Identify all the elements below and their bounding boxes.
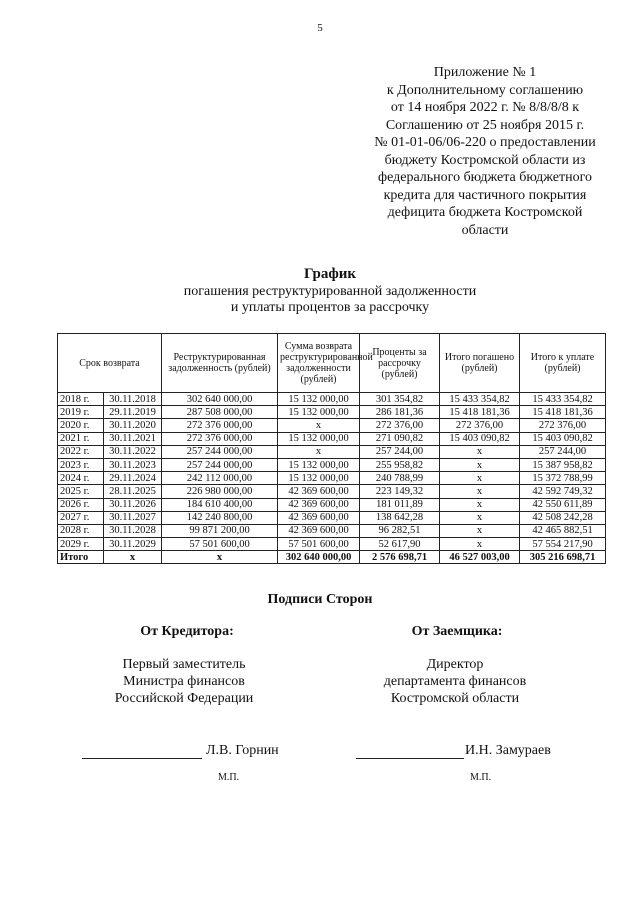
table-row — [58, 419, 606, 432]
cell-repayment: 15 132 000,00 — [278, 472, 360, 485]
annex-line: № 01-01-06/06-220 о предоставлении — [374, 135, 596, 150]
cell-date: 30.11.2026 — [104, 498, 162, 511]
page-number: 5 — [317, 22, 323, 34]
cell-date: 29.11.2019 — [104, 406, 162, 419]
cell-interest: 96 282,51 — [360, 524, 440, 537]
cell-interest: 272 376,00 — [360, 419, 440, 432]
cell-interest: 138 642,28 — [360, 511, 440, 524]
annex-line: федерального бюджета бюджетного — [378, 170, 592, 185]
cell-debt: 226 980 000,00 — [162, 485, 278, 498]
cell-debt: 257 244 000,00 — [162, 445, 278, 458]
cell-year: 2028 г. — [58, 524, 104, 537]
cell-repayment: 42 369 600,00 — [278, 524, 360, 537]
cell-due: 15 403 090,82 — [520, 432, 606, 445]
cell-interest: 223 149,32 — [360, 485, 440, 498]
cell-due: 15 433 354,82 — [520, 393, 606, 406]
table-row — [58, 498, 606, 511]
table-row — [58, 472, 606, 485]
total-paid: 46 527 003,00 — [440, 551, 520, 564]
cell-due: 42 508 242,28 — [520, 511, 606, 524]
cell-paid: x — [440, 498, 520, 511]
cell-debt: 272 376 000,00 — [162, 432, 278, 445]
creditor-seal-mark: М.П. — [218, 772, 240, 783]
table-total-row — [58, 551, 606, 564]
cell-paid: 15 418 181,36 — [440, 406, 520, 419]
borrower-heading: От Заемщика: — [411, 624, 503, 639]
cell-repayment: x — [278, 445, 360, 458]
cell-interest: 255 958,82 — [360, 458, 440, 471]
table-row — [58, 445, 606, 458]
signatures-heading: Подписи Сторон — [267, 592, 373, 607]
creditor-signatory-name: Л.В. Горнин — [206, 743, 279, 758]
creditor-heading: От Кредитора: — [140, 624, 234, 639]
cell-paid: x — [440, 445, 520, 458]
schedule-subtitle-line: и уплаты процентов за рассрочку — [230, 300, 430, 315]
annex-line: области — [461, 222, 509, 238]
cell-interest: 181 011,89 — [360, 498, 440, 511]
cell-paid: 15 433 354,82 — [440, 393, 520, 406]
cell-debt: 242 112 000,00 — [162, 472, 278, 485]
table-row — [58, 393, 606, 406]
creditor-position — [54, 656, 314, 707]
cell-due: 15 418 181,36 — [520, 406, 606, 419]
cell-debt: 272 376 000,00 — [162, 419, 278, 432]
cell-paid: 272 376,00 — [440, 419, 520, 432]
header-interest: Проценты за рассрочку (рублей) — [360, 334, 440, 393]
total-label: Итого — [58, 551, 104, 564]
cell-repayment: 42 369 600,00 — [278, 511, 360, 524]
borrower-signature-line — [356, 758, 464, 759]
cell-date: 30.11.2028 — [104, 524, 162, 537]
cell-year: 2026 г. — [58, 498, 104, 511]
table-row — [58, 432, 606, 445]
total-debt: x — [162, 551, 278, 564]
cell-date: 30.11.2029 — [104, 538, 162, 551]
creditor-position-line: Министра финансов — [123, 674, 245, 689]
cell-year: 2029 г. — [58, 538, 104, 551]
cell-repayment: 15 132 000,00 — [278, 432, 360, 445]
annex-line: кредита для частичного покрытия — [383, 187, 587, 203]
cell-year: 2020 г. — [58, 419, 104, 432]
cell-debt: 57 501 600,00 — [162, 538, 278, 551]
cell-interest: 271 090,82 — [360, 432, 440, 445]
cell-repayment: 15 132 000,00 — [278, 458, 360, 471]
annex-line: от 14 ноября 2022 г. № 8/8/8/8 к — [390, 100, 580, 115]
cell-due: 15 372 788,99 — [520, 472, 606, 485]
cell-date: 30.11.2018 — [104, 393, 162, 406]
cell-date: 28.11.2025 — [104, 485, 162, 498]
borrower-seal-mark: М.П. — [470, 772, 492, 783]
annex-line: бюджету Костромской области из — [384, 152, 586, 168]
cell-year: 2023 г. — [58, 458, 104, 471]
total-interest: 2 576 698,71 — [360, 551, 440, 564]
annex-line: к Дополнительному соглашению — [386, 82, 584, 98]
creditor-signature-line — [82, 758, 202, 759]
borrower-position — [325, 656, 585, 707]
cell-interest: 240 788,99 — [360, 472, 440, 485]
schedule-subtitle — [0, 284, 640, 316]
borrower-position-line: департамента финансов — [383, 674, 527, 689]
header-term: Срок возврата — [58, 334, 162, 393]
cell-repayment: 15 132 000,00 — [278, 406, 360, 419]
cell-repayment: 57 501 600,00 — [278, 538, 360, 551]
cell-due: 257 244,00 — [520, 445, 606, 458]
cell-year: 2019 г. — [58, 406, 104, 419]
schedule-title: График — [303, 266, 357, 282]
table-row — [58, 458, 606, 471]
cell-year: 2018 г. — [58, 393, 104, 406]
annex-line: дефицита бюджета Костромской — [387, 205, 583, 220]
header-repayment: Сумма возврата реструктурированной задолженности (рублей) — [278, 334, 360, 393]
cell-paid: x — [440, 524, 520, 537]
cell-debt: 287 508 000,00 — [162, 406, 278, 419]
cell-paid: x — [440, 511, 520, 524]
cell-year: 2025 г. — [58, 485, 104, 498]
cell-due: 42 550 611,89 — [520, 498, 606, 511]
cell-interest: 286 181,36 — [360, 406, 440, 419]
cell-due: 272 376,00 — [520, 419, 606, 432]
table-header-row — [58, 334, 606, 393]
cell-date: 30.11.2027 — [104, 511, 162, 524]
cell-year: 2024 г. — [58, 472, 104, 485]
cell-debt: 257 244 000,00 — [162, 458, 278, 471]
borrower-position-line: Директор — [426, 657, 484, 672]
cell-due: 57 554 217,90 — [520, 538, 606, 551]
cell-paid: x — [440, 472, 520, 485]
cell-due: 15 387 958,82 — [520, 458, 606, 471]
cell-year: 2022 г. — [58, 445, 104, 458]
table-row — [58, 511, 606, 524]
cell-date: 30.11.2023 — [104, 458, 162, 471]
cell-paid: x — [440, 538, 520, 551]
cell-repayment: 42 369 600,00 — [278, 498, 360, 511]
cell-paid: x — [440, 485, 520, 498]
cell-repayment: 42 369 600,00 — [278, 485, 360, 498]
schedule-subtitle-line: погашения реструктурированной задолженности — [183, 284, 477, 299]
total-date: x — [104, 551, 162, 564]
table-row — [58, 406, 606, 419]
table-row — [58, 538, 606, 551]
cell-date: 30.11.2021 — [104, 432, 162, 445]
table-row — [58, 524, 606, 537]
annex-line: Соглашению от 25 ноября 2015 г. — [385, 117, 585, 133]
total-repayment: 302 640 000,00 — [278, 551, 360, 564]
cell-due: 42 592 749,32 — [520, 485, 606, 498]
cell-date: 30.11.2022 — [104, 445, 162, 458]
cell-paid: x — [440, 458, 520, 471]
header-paid: Итого погашено (рублей) — [440, 334, 520, 393]
annex-header — [350, 64, 620, 239]
header-due: Итого к уплате (рублей) — [520, 334, 606, 393]
header-debt: Реструктурированная задолженность (рублей) — [162, 334, 278, 393]
repayment-schedule-table — [57, 333, 606, 564]
cell-debt: 99 871 200,00 — [162, 524, 278, 537]
cell-due: 42 465 882,51 — [520, 524, 606, 537]
total-due: 305 216 698,71 — [520, 551, 606, 564]
cell-interest: 257 244,00 — [360, 445, 440, 458]
cell-repayment: x — [278, 419, 360, 432]
creditor-position-line: Первый заместитель — [122, 657, 246, 672]
borrower-signatory-name: И.Н. Замураев — [465, 743, 551, 758]
cell-debt: 184 610 400,00 — [162, 498, 278, 511]
cell-debt: 142 240 800,00 — [162, 511, 278, 524]
cell-interest: 52 617,90 — [360, 538, 440, 551]
cell-year: 2027 г. — [58, 511, 104, 524]
table-row — [58, 485, 606, 498]
annex-line: Приложение № 1 — [433, 65, 537, 80]
cell-debt: 302 640 000,00 — [162, 393, 278, 406]
cell-date: 29.11.2024 — [104, 472, 162, 485]
borrower-position-line: Костромской области — [390, 691, 520, 706]
creditor-position-line: Российской Федерации — [114, 691, 254, 706]
cell-year: 2021 г. — [58, 432, 104, 445]
cell-repayment: 15 132 000,00 — [278, 393, 360, 406]
cell-interest: 301 354,82 — [360, 393, 440, 406]
cell-paid: 15 403 090,82 — [440, 432, 520, 445]
cell-date: 30.11.2020 — [104, 419, 162, 432]
